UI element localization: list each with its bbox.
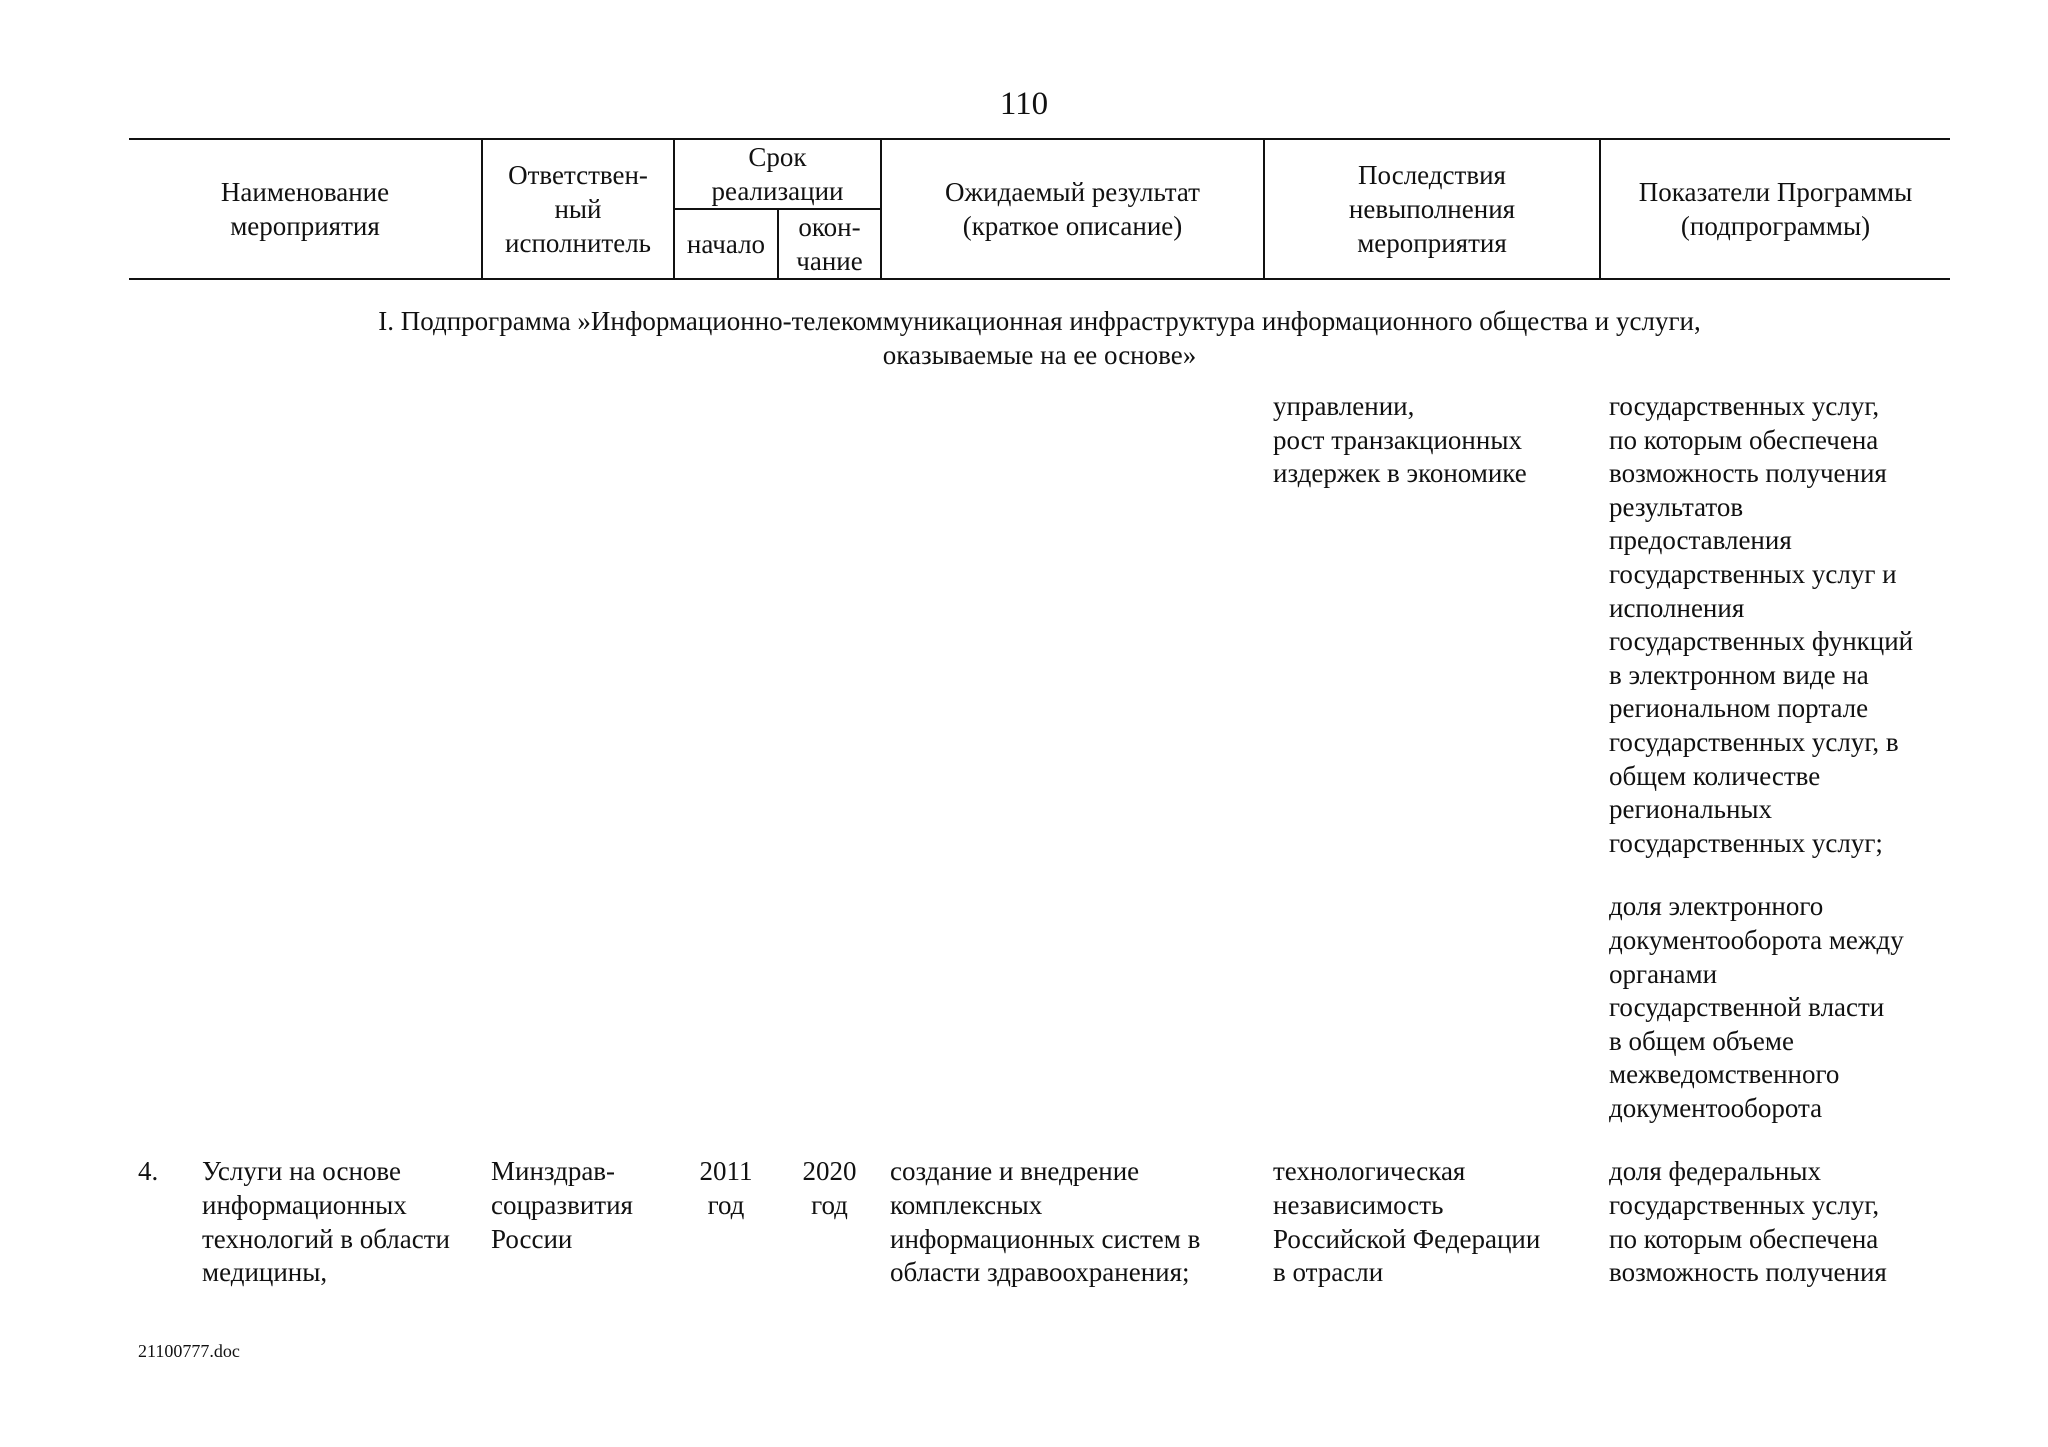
header-indicators: Показатели Программы (подпрограммы) <box>1600 139 1950 279</box>
header-consequences: Последствия невыполнения мероприятия <box>1264 139 1600 279</box>
row-end: 2020 год <box>802 1156 857 1221</box>
subprogram-title: I. Подпрограмма »Информационно-телекоммуникационная инфраструктура информационного общества и услуги, оказываемые на ее основе» <box>378 306 1701 370</box>
continuation-indicators-1: государственных услуг, по которым обеспечена возможность получения результатов предоставления государственных услуг и исполнения государственных функций в электронном виде на региональном портале государственных услуг, в общем количестве региональных государственных услуг; <box>1609 391 1914 858</box>
row-indicators: доля федеральных государственных услуг, по которым обеспечена возможность получения <box>1609 1156 1887 1288</box>
header-responsible: Ответствен- ный исполнитель <box>482 139 674 279</box>
row-name: Услуги на основе информационных технологий в области медицины, <box>202 1156 450 1288</box>
page-number: 110 <box>999 86 1049 122</box>
table-row <box>129 1155 1950 1289</box>
table-row <box>129 390 1950 860</box>
continuation-indicators-2: доля электронного документооборота между органами государственной власти в общем объеме межведомственного документооборота <box>1609 891 1904 1123</box>
table-header <box>129 138 1950 280</box>
row-result: создание и внедрение комплексных информационных систем в области здравоохранения; <box>890 1156 1201 1288</box>
header-name: Наименование мероприятия <box>129 139 482 279</box>
row-number: 4. <box>138 1156 159 1187</box>
row-consequences: технологическая независимость Российской Федерации в отрасли <box>1273 1156 1541 1288</box>
table-body <box>129 390 1950 1290</box>
continuation-consequences: управлении, рост транзакционных издержек в экономике <box>1273 391 1527 489</box>
footer-filename: 21100777.doc <box>138 1341 240 1361</box>
header-result: Ожидаемый результат (краткое описание) <box>881 139 1264 279</box>
row-responsible: Минздрав- соцразвития России <box>491 1156 633 1254</box>
header-start: начало <box>674 209 778 279</box>
row-start: 2011 год <box>699 1156 753 1221</box>
header-term: Срок реализации <box>674 139 881 209</box>
header-end: окон- чание <box>778 209 881 279</box>
table-row <box>129 890 1950 1125</box>
